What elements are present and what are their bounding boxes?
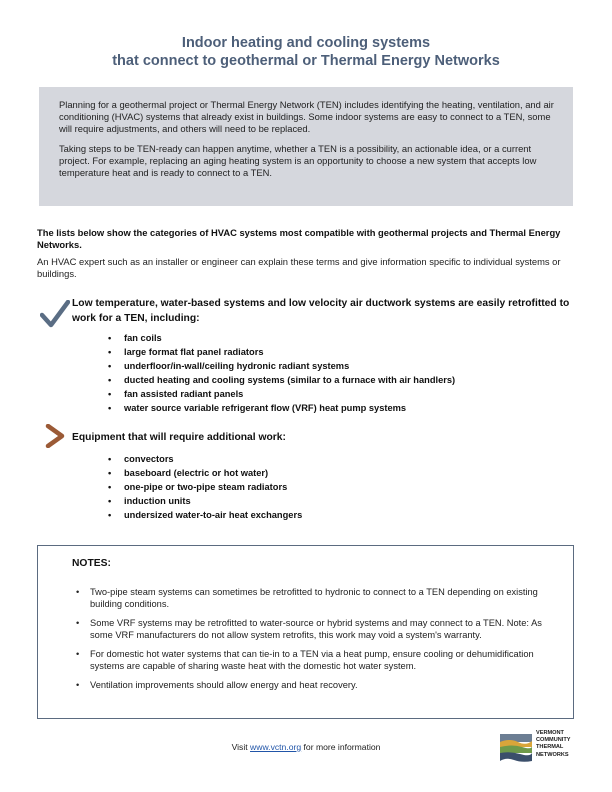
vctn-logo-icon	[498, 730, 534, 766]
footer-text-after: for more information	[301, 742, 381, 752]
compatible-heading: Low temperature, water-based systems and low velocity air ductwork systems are easily retrofitted to work for a TEN, including:	[72, 298, 570, 324]
logo-line-4: NETWORKS	[536, 751, 569, 758]
list-item: • underfloor/in-wall/ceiling hydronic radiant systems	[108, 359, 455, 373]
logo-line-3: THERMAL	[536, 744, 564, 751]
note-item: • Ventilation improvements should allow energy and heat recovery.	[76, 679, 554, 691]
additional-list	[108, 452, 302, 522]
website-link[interactable]: www.vctn.org	[250, 742, 302, 752]
chevron-right-icon	[45, 424, 65, 448]
additional-heading: Equipment that will require additional work:	[72, 432, 286, 443]
note-item: • For domestic hot water systems that can tie-in to a TEN via a heat pump, ensure cooling or dehumidification systems are capable of sharing waste heat with the domestic hot water system.	[76, 648, 554, 672]
note-item: • Two-pipe steam systems can sometimes be retrofitted to hydronic to connect to a TEN depending on existing building conditions.	[76, 586, 554, 610]
list-item: • induction units	[108, 494, 302, 508]
vctn-logo-text	[536, 730, 571, 759]
list-item: • baseboard (electric or hot water)	[108, 466, 302, 480]
list-item: • water source variable refrigerant flow (VRF) heat pump systems	[108, 401, 455, 415]
footer-text-before: Visit	[231, 742, 251, 752]
title-line-1: Indoor heating and cooling systems	[181, 35, 431, 51]
compatible-list	[108, 331, 455, 415]
intro-paragraph-2: Taking steps to be TEN-ready can happen anytime, whether a TEN is a possibility, an actionable idea, or a current project. For example, replacing an aging heating system is an opportunity to choose a new system that accepts low temperature heat and is ready to connect to a TEN.	[59, 143, 537, 178]
list-item: • convectors	[108, 452, 302, 466]
intro-box	[39, 87, 573, 206]
list-item: • fan coils	[108, 331, 455, 345]
intro-paragraph-1: Planning for a geothermal project or Thermal Energy Network (TEN) includes identifying the heating, ventilation, and air conditioning (HVAC) systems that already exist in buildings. Some indoor systems are easy to connect to a TEN, some will require adjustments, and others will need to be replaced.	[59, 99, 554, 134]
list-item: • fan assisted radiant panels	[108, 387, 455, 401]
logo-line-1: VERMONT	[536, 730, 564, 736]
list-item: • large format flat panel radiators	[108, 345, 455, 359]
lead-bold-text: The lists below show the categories of HVAC systems most compatible with geothermal projects and Thermal Energy Networks.	[37, 227, 561, 250]
lead-section	[37, 227, 582, 280]
list-item: • undersized water-to-air heat exchangers	[108, 508, 302, 522]
list-item: • one-pipe or two-pipe steam radiators	[108, 480, 302, 494]
title-line-2: that connect to geothermal or Thermal Energy Networks	[112, 53, 500, 69]
checkmark-icon	[40, 300, 70, 328]
lead-normal-text: An HVAC expert such as an installer or engineer can explain these terms and give information specific to individual systems or buildings.	[37, 256, 561, 279]
list-item: • ducted heating and cooling systems (similar to a furnace with air handlers)	[108, 373, 455, 387]
page-title	[0, 34, 612, 70]
notes-list	[76, 586, 554, 698]
note-item: • Some VRF systems may be retrofitted to water-source or hybrid systems and may connect to a TEN. Note: As some VRF manufacturers do not allow system retrofits, this work may void a system's warranty.	[76, 617, 554, 641]
logo-line-2: COMMUNITY	[536, 737, 571, 744]
notes-box	[37, 545, 574, 719]
notes-title: NOTES:	[72, 558, 111, 569]
